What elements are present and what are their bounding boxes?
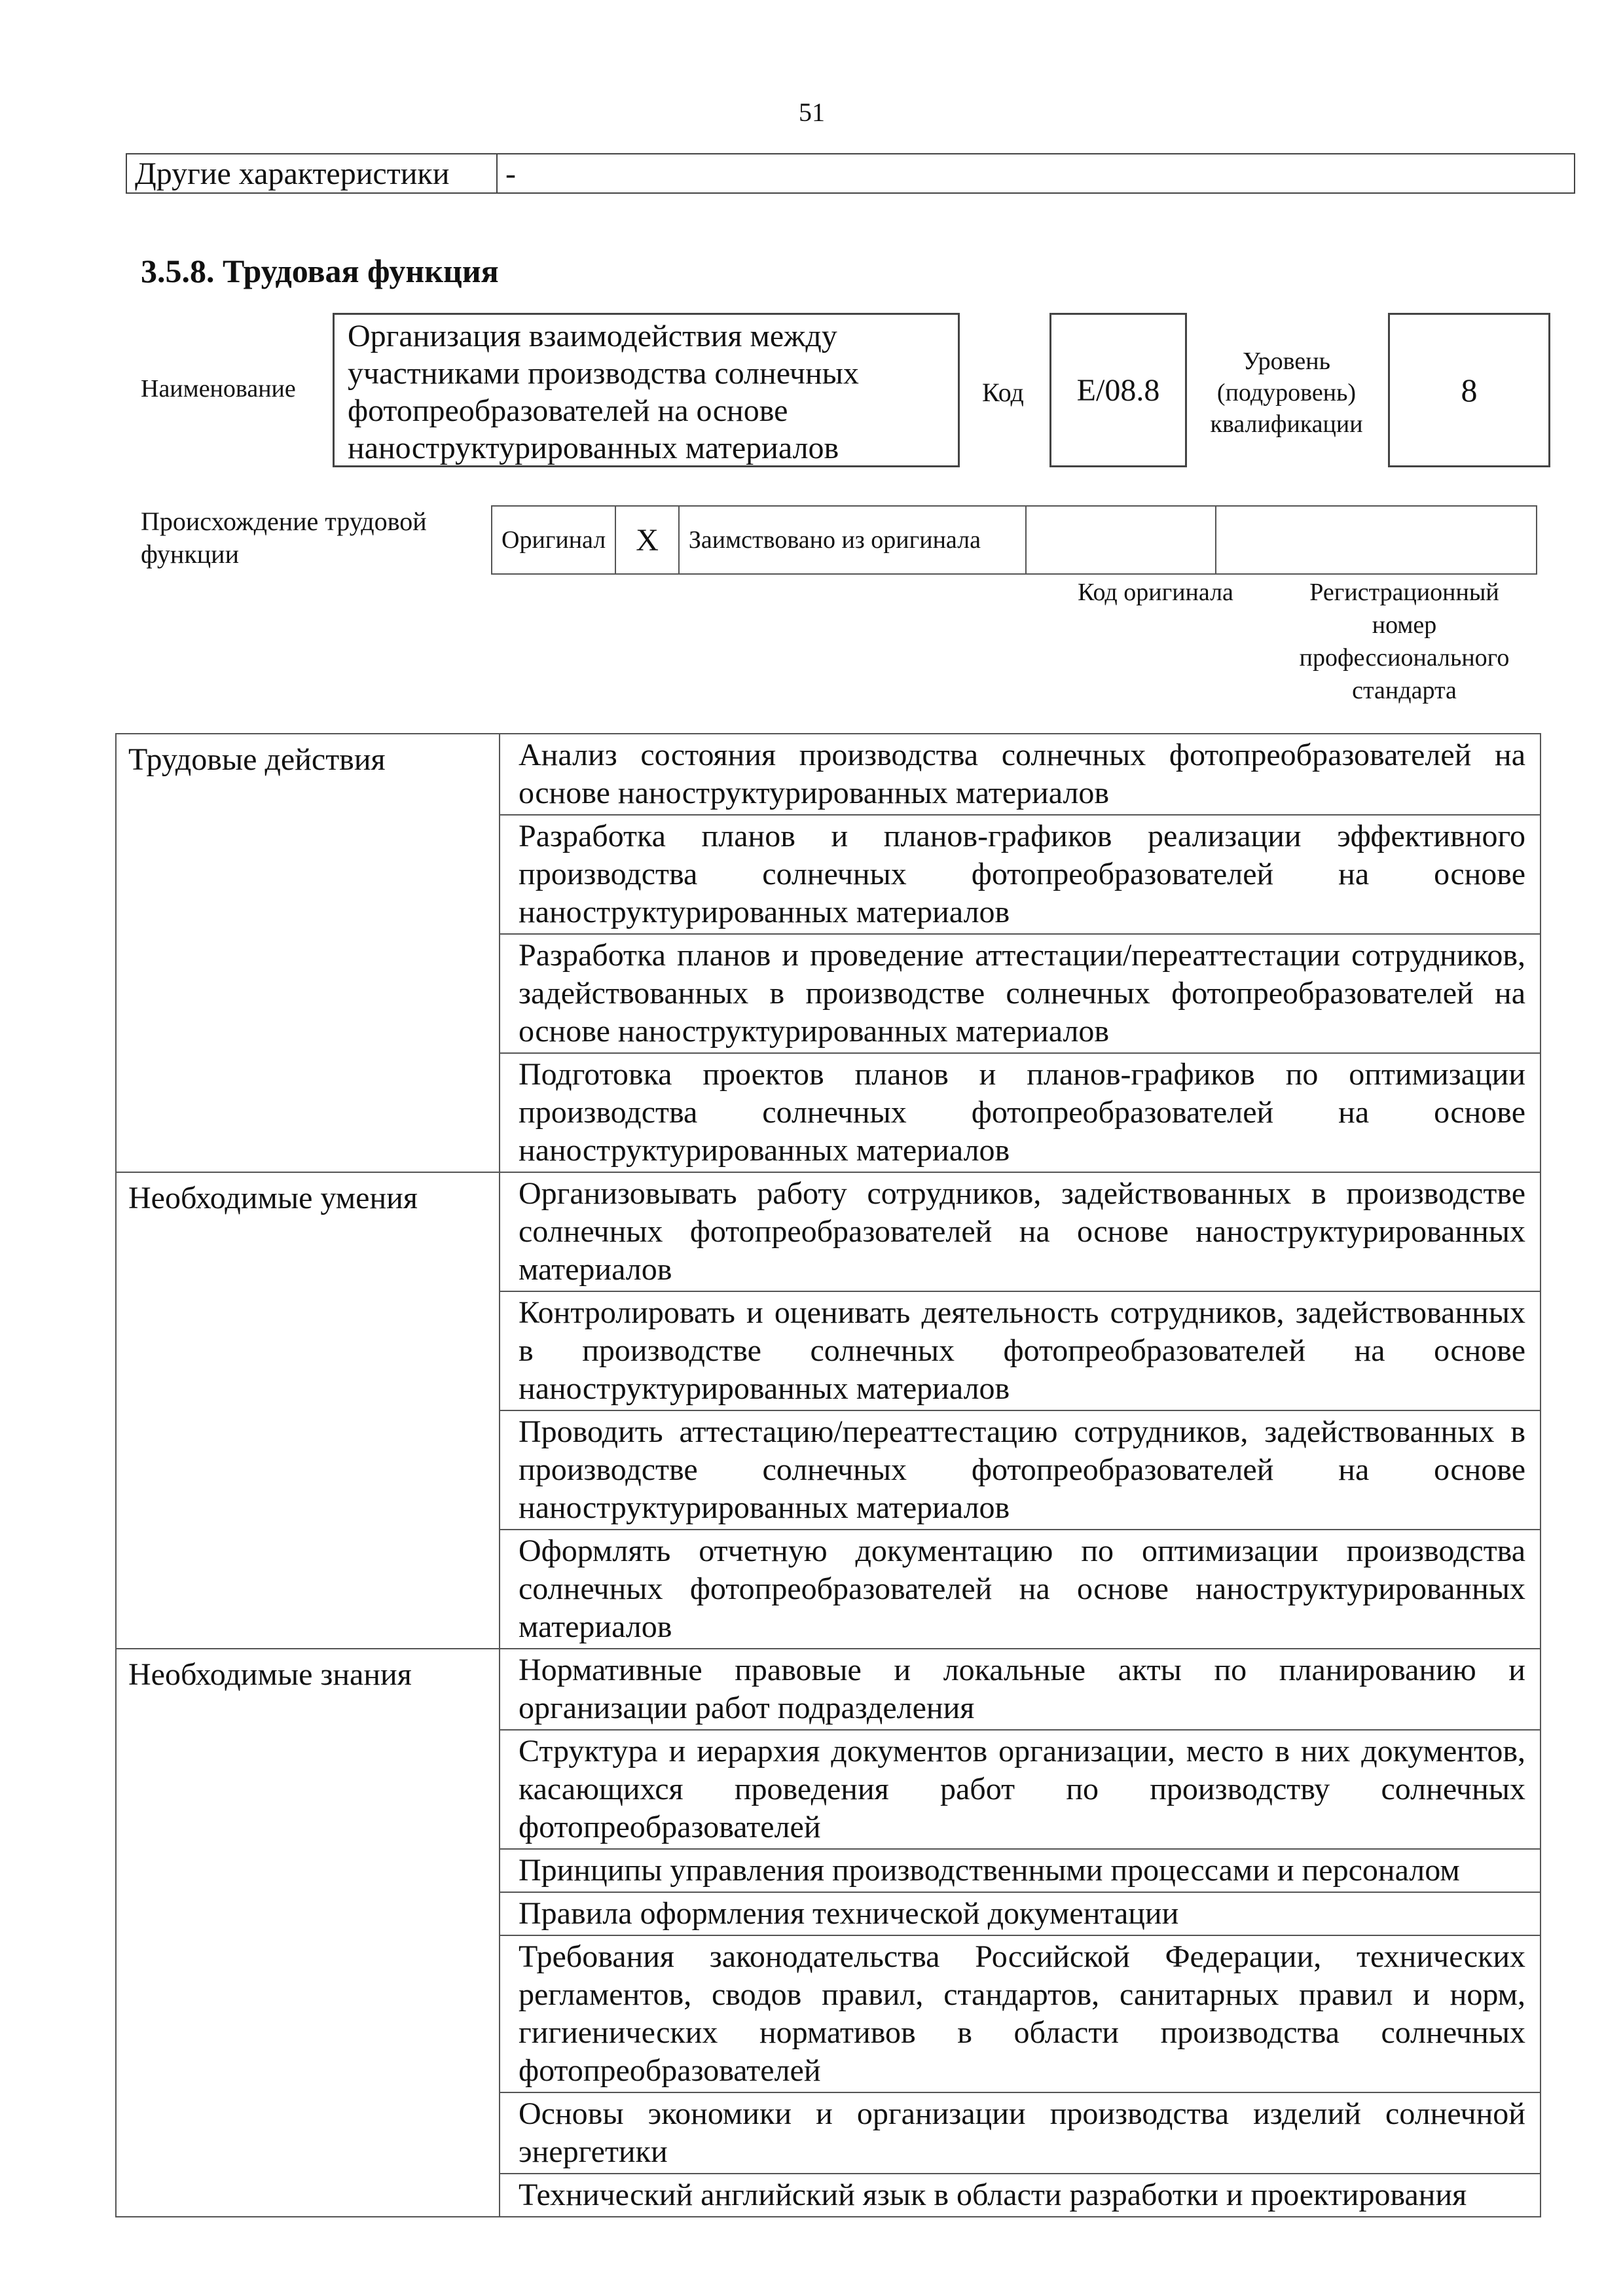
item-cell: Требования законодательства Российской Федерации, технических регламентов, сводов правил, стандартов, санитарных правил и норм, гигиенических нормативов в области производства солнечных фотопреобразователей bbox=[500, 1935, 1541, 2092]
function-details-table bbox=[115, 733, 1541, 2217]
level-value: 8 bbox=[1388, 313, 1550, 467]
item-cell: Подготовка проектов планов и планов-графиков по оптимизации производства солнечных фотопреобразователей на основе наноструктурированных материалов bbox=[500, 1053, 1541, 1172]
original-code-cell bbox=[1026, 506, 1216, 574]
name-label: Наименование bbox=[141, 375, 296, 403]
code-original-caption: Код оригинала bbox=[1078, 579, 1233, 606]
item-cell: Оформлять отчетную документацию по оптимизации производства солнечных фотопреобразователей на основе наноструктурированных материалов bbox=[500, 1530, 1541, 1649]
other-characteristics-value: - bbox=[497, 154, 1575, 193]
other-characteristics-label: Другие характеристики bbox=[126, 154, 497, 193]
item-cell: Основы экономики и организации производства изделий солнечной энергетики bbox=[500, 2092, 1541, 2174]
category-cell: Необходимые знания bbox=[116, 1649, 500, 2217]
item-cell: Технический английский язык в области разработки и проектирования bbox=[500, 2174, 1541, 2217]
origin-table bbox=[491, 505, 1537, 575]
origin-label: Происхождение трудовой функции bbox=[141, 507, 427, 569]
item-cell: Нормативные правовые и локальные акты по планированию и организации работ подразделения bbox=[500, 1649, 1541, 1730]
item-cell: Правила оформления технической документации bbox=[500, 1892, 1541, 1935]
page-number: 51 bbox=[799, 98, 825, 127]
other-characteristics-table bbox=[126, 153, 1575, 194]
code-value: E/08.8 bbox=[1049, 313, 1187, 467]
original-label: Оригинал bbox=[492, 506, 615, 574]
reg-number-caption: Регистрационный номер профессионального стандарта bbox=[1299, 579, 1510, 704]
item-cell: Организовывать работу сотрудников, задействованных в производстве солнечных фотопреобразователей на основе наноструктурированных материалов bbox=[500, 1172, 1541, 1291]
item-cell: Разработка планов и планов-графиков реализации эффективного производства солнечных фотопреобразователей на основе наноструктурированных материалов bbox=[500, 815, 1541, 934]
section-title: 3.5.8. Трудовая функция bbox=[141, 253, 499, 289]
original-mark: X bbox=[615, 506, 679, 574]
category-cell: Трудовые действия bbox=[116, 734, 500, 1172]
table-row bbox=[116, 1649, 1541, 1730]
category-cell: Необходимые умения bbox=[116, 1172, 500, 1649]
table-row bbox=[116, 734, 1541, 815]
reg-number-cell bbox=[1216, 506, 1537, 574]
level-label: Уровень (подуровень) квалификации bbox=[1210, 348, 1363, 438]
name-value: Организация взаимодействия между участниками производства солнечных фотопреобразователей на основе наноструктурированных материалов bbox=[333, 313, 960, 467]
table-row bbox=[116, 1172, 1541, 1291]
item-cell: Разработка планов и проведение аттестации/переаттестации сотрудников, задействованных в производстве солнечных фотопреобразователей на основе наноструктурированных материалов bbox=[500, 934, 1541, 1053]
item-cell: Контролировать и оценивать деятельность сотрудников, задействованных в производстве солнечных фотопреобразователей на основе наноструктурированных материалов bbox=[500, 1291, 1541, 1410]
item-cell: Анализ состояния производства солнечных фотопреобразователей на основе наноструктурированных материалов bbox=[500, 734, 1541, 815]
borrowed-label: Заимствовано из оригинала bbox=[679, 506, 1026, 574]
item-cell: Проводить аттестацию/переаттестацию сотрудников, задействованных в производстве солнечных фотопреобразователей на основе наноструктурированных материалов bbox=[500, 1410, 1541, 1530]
code-label: Код bbox=[982, 378, 1024, 407]
item-cell: Принципы управления производственными процессами и персоналом bbox=[500, 1849, 1541, 1892]
item-cell: Структура и иерархия документов организации, место в них документов, касающихся проведения работ по производству солнечных фотопреобразователей bbox=[500, 1730, 1541, 1849]
